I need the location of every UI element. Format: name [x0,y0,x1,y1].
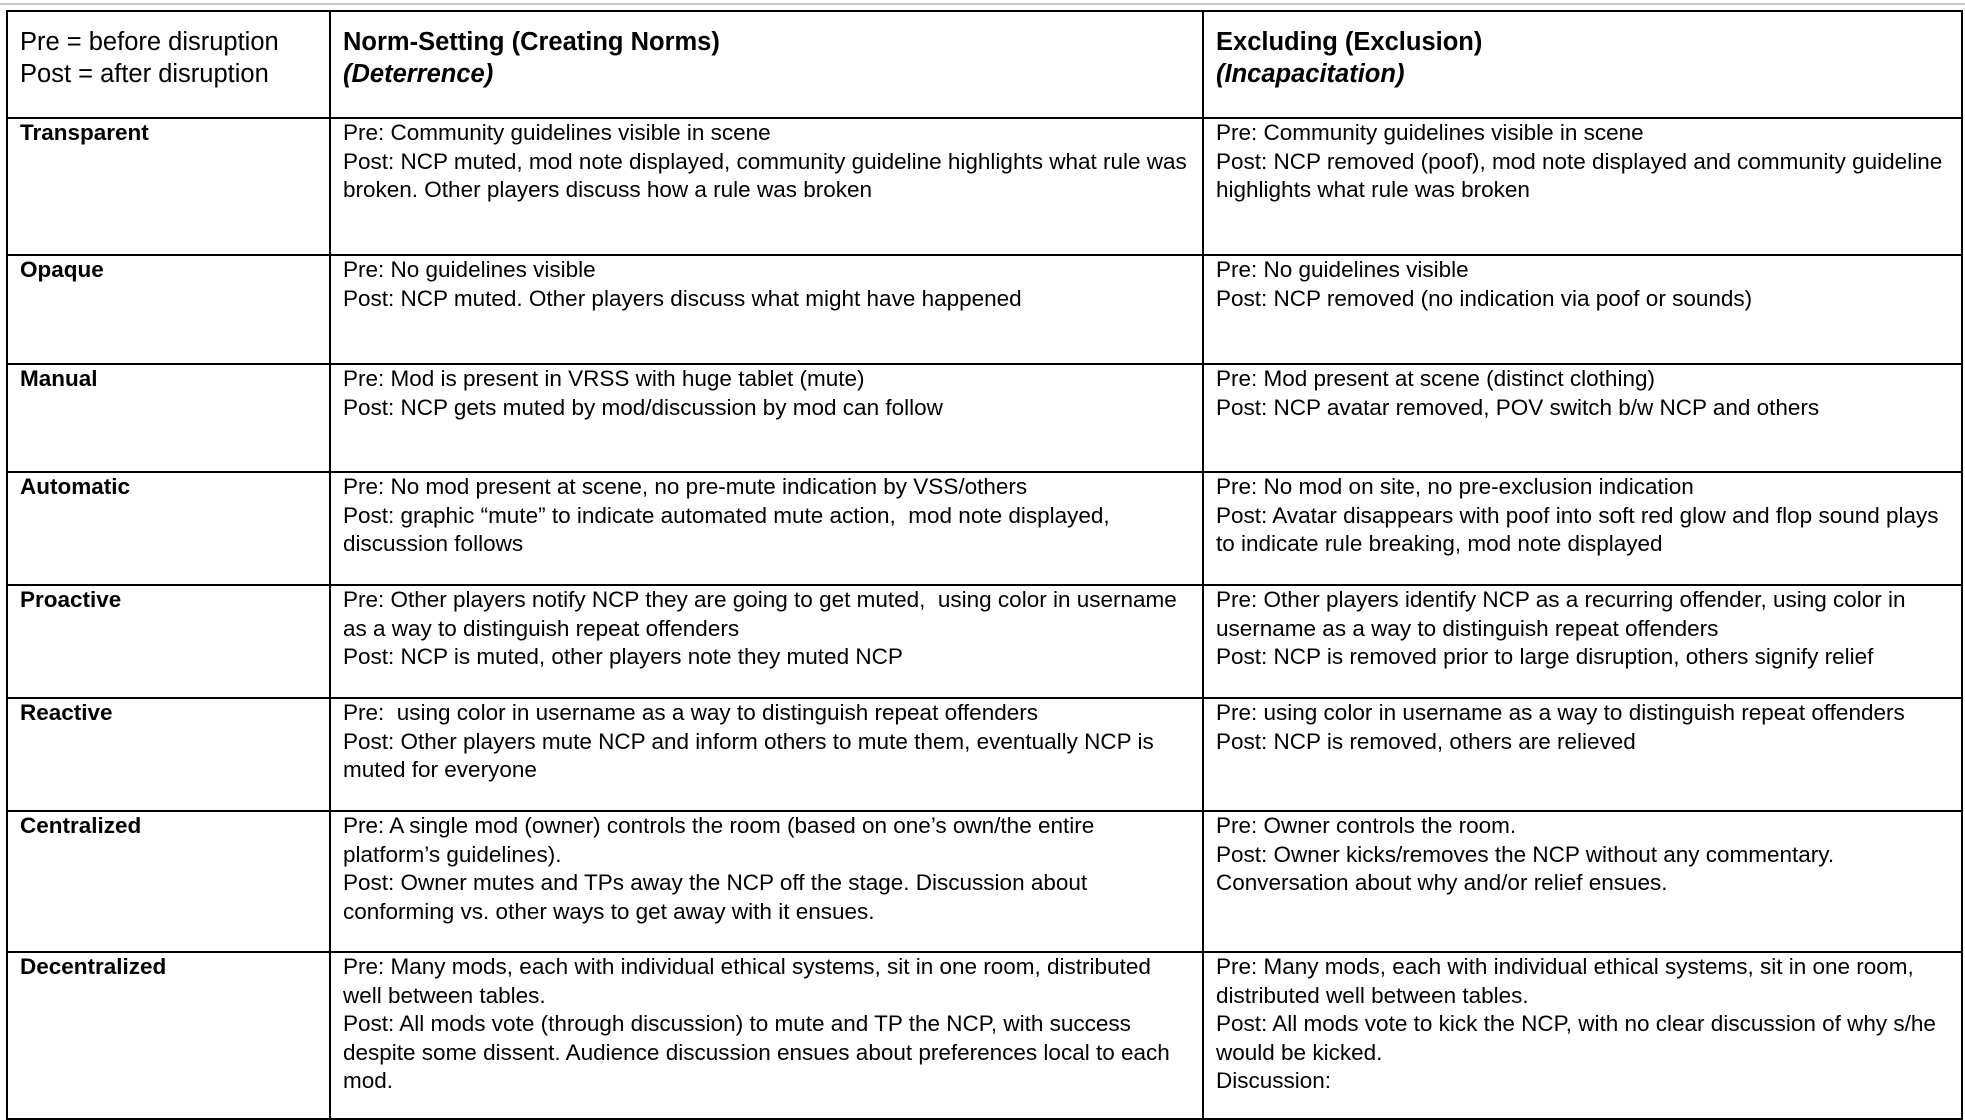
norm-setting-cell [330,255,1203,364]
pre-text: Pre: using color in username as a way to distinguish repeat offenders [343,700,1038,725]
table-row-centralized [7,811,1962,952]
excluding-cell [1203,364,1962,472]
post-text: Post: NCP removed (poof), mod note displayed and community guideline highlights what rule was broken [1216,148,1949,202]
norm-setting-cell [330,364,1203,472]
row-label: Manual [7,364,330,472]
post-text: Post: Other players mute NCP and inform others to mute them, eventually NCP is muted for everyone [343,728,1161,782]
pre-text: Pre: Other players identify NCP as a recurring offender, using color in username as a way to distinguish repeat offenders [1216,587,1912,641]
table-row-manual [7,364,1962,472]
table-row-decentralized [7,952,1962,1119]
column-subtitle: (Incapacitation) [1216,60,1405,88]
table-row-reactive [7,698,1962,811]
norm-setting-cell [330,698,1203,811]
row-label: Decentralized [7,952,330,1119]
discussion-text: Discussion: [1216,1068,1332,1093]
norm-setting-cell [330,585,1203,698]
excluding-cell [1203,811,1962,952]
pre-text: Pre: A single mod (owner) controls the room (based on one’s own/the entire platform’s guidelines). [343,813,1101,867]
excluding-cell [1203,118,1962,255]
post-text: Post: All mods vote to kick the NCP, with no clear discussion of why s/he would be kicked. [1216,1011,1943,1065]
row-label: Opaque [7,255,330,364]
norm-setting-cell [330,952,1203,1119]
excluding-cell [1203,472,1962,585]
excluding-cell [1203,698,1962,811]
table-row-opaque [7,255,1962,364]
column-subtitle: (Deterrence) [343,60,494,88]
post-text: Post: Owner mutes and TPs away the NCP off the stage. Discussion about conforming vs. other ways to get away with it ensues. [343,870,1094,924]
pre-text: Pre: No mod on site, no pre-exclusion indication [1216,474,1694,499]
pre-text: Pre: Mod is present in VRSS with huge tablet (mute) [343,366,865,391]
top-divider [0,3,1965,5]
norm-setting-cell [330,811,1203,952]
table-row-proactive [7,585,1962,698]
pre-text: Pre: Owner controls the room. [1216,813,1517,838]
pre-text: Pre: using color in username as a way to distinguish repeat offenders [1216,700,1905,725]
table-row-transparent [7,118,1962,255]
row-label: Reactive [7,698,330,811]
legend-pre: Pre = before disruption [20,28,279,56]
legend-cell [7,11,330,118]
post-text: Post: NCP avatar removed, POV switch b/w NCP and others [1216,394,1820,420]
post-text: Post: graphic “mute” to indicate automated mute action, mod note displayed, discussion follows [343,502,1116,556]
pre-text: Pre: No guidelines visible [343,257,596,282]
post-text: Post: NCP gets muted by mod/discussion by mod can follow [343,394,943,420]
column-header-excluding [1203,11,1962,118]
moderation-matrix-table [6,10,1963,1120]
pre-text: Pre: Other players notify NCP they are going to get muted, using color in username as a way to distinguish repeat offenders [343,587,1184,641]
post-text: Post: All mods vote (through discussion) to mute and TP the NCP, with success despite some dissent. Audience discussion ensues about preferences local to each mod. [343,1011,1177,1093]
excluding-cell [1203,255,1962,364]
row-label: Transparent [7,118,330,255]
pre-text: Pre: Many mods, each with individual ethical systems, sit in one room, distributed well between tables. [343,954,1158,1008]
row-label: Proactive [7,585,330,698]
table-row-automatic [7,472,1962,585]
pre-text: Pre: Community guidelines visible in scene [1216,120,1644,145]
norm-setting-cell [330,472,1203,585]
column-title: Norm-Setting (Creating Norms) [343,28,720,56]
post-text: Post: NCP is muted, other players note they muted NCP [343,644,903,669]
pre-text: Pre: Mod present at scene (distinct clothing) [1216,366,1655,391]
excluding-cell [1203,952,1962,1119]
legend-post: Post = after disruption [20,60,269,88]
pre-text: Pre: Many mods, each with individual ethical systems, sit in one room, distributed well between tables. [1216,954,1921,1008]
post-text: Post: NCP is removed, others are relieved [1216,728,1636,754]
post-text: Post: NCP removed (no indication via poof or sounds) [1216,285,1753,311]
post-text: Post: NCP muted, mod note displayed, community guideline highlights what rule was broken. Other players discuss how a rule was broken [343,148,1194,202]
row-label: Centralized [7,811,330,952]
pre-text: Pre: Community guidelines visible in scene [343,120,771,145]
excluding-cell [1203,585,1962,698]
pre-text: Pre: No mod present at scene, no pre-mute indication by VSS/others [343,474,1028,499]
column-title: Excluding (Exclusion) [1216,28,1483,56]
row-label: Automatic [7,472,330,585]
post-text: Post: NCP muted. Other players discuss what might have happened [343,285,1022,311]
post-text: Post: Avatar disappears with poof into soft red glow and flop sound plays to indicate rule breaking, mod note displayed [1216,502,1945,556]
column-header-norm-setting [330,11,1203,118]
norm-setting-cell [330,118,1203,255]
post-text: Post: NCP is removed prior to large disruption, others signify relief [1216,644,1874,669]
pre-text: Pre: No guidelines visible [1216,257,1469,282]
header-row [7,11,1962,118]
post-text: Post: Owner kicks/removes the NCP without any commentary. Conversation about why and/or relief ensues. [1216,841,1841,895]
